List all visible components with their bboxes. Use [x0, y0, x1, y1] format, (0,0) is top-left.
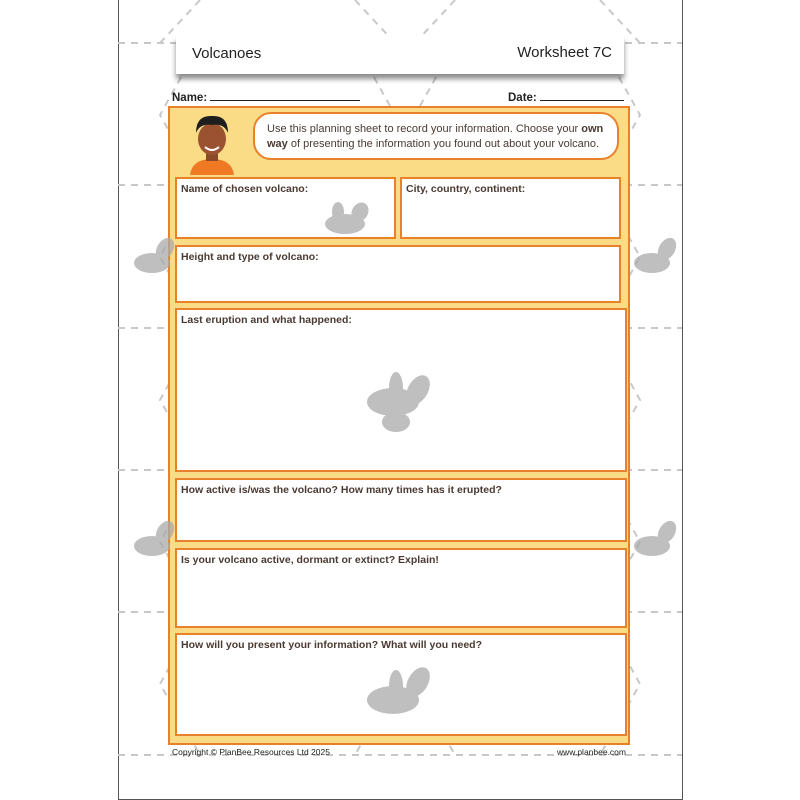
- bee-watermark-icon: [300, 200, 390, 236]
- box-label: Height and type of volcano:: [181, 251, 319, 263]
- instructions-emphasis: own way: [267, 123, 604, 150]
- worksheet-header: [176, 36, 624, 74]
- bee-watermark-icon: [120, 518, 180, 563]
- bee-watermark-icon: [348, 370, 438, 440]
- worksheet-number: Worksheet 7C: [517, 44, 612, 61]
- bee-watermark-icon: [120, 235, 180, 280]
- box-label: Last eruption and what happened:: [181, 314, 352, 326]
- bee-watermark-icon: [622, 518, 682, 563]
- height-type-box[interactable]: [175, 245, 621, 303]
- name-field[interactable]: [172, 92, 360, 104]
- date-field[interactable]: [508, 92, 624, 104]
- box-label: City, country, continent:: [406, 183, 526, 195]
- worksheet-title: Volcanoes: [192, 45, 262, 62]
- status-box[interactable]: [175, 548, 627, 628]
- box-label: How will you present your information? What will you need?: [181, 639, 483, 651]
- bee-watermark-icon: [622, 235, 682, 280]
- box-label: Is your volcano active, dormant or extinct? Explain!: [181, 554, 439, 566]
- activity-box[interactable]: [175, 478, 627, 542]
- website-link[interactable]: www.planbee.com: [557, 747, 626, 757]
- box-label: Name of chosen volcano:: [181, 183, 309, 195]
- instructions-bubble: [253, 112, 619, 160]
- copyright-text: Copyright © PlanBee Resources Ltd 2025: [172, 747, 330, 757]
- bee-watermark-icon: [348, 658, 438, 728]
- child-avatar-icon: [186, 113, 238, 175]
- name-label: Name:: [172, 92, 208, 104]
- box-label: How active is/was the volcano? How many times has it erupted?: [181, 484, 502, 496]
- instructions-text: Use this planning sheet to record your information. Choose your: [267, 123, 582, 135]
- date-label: Date:: [508, 92, 537, 104]
- location-box[interactable]: [400, 177, 621, 239]
- instructions-text-end: of presenting the information you found out about your volcano.: [287, 138, 600, 150]
